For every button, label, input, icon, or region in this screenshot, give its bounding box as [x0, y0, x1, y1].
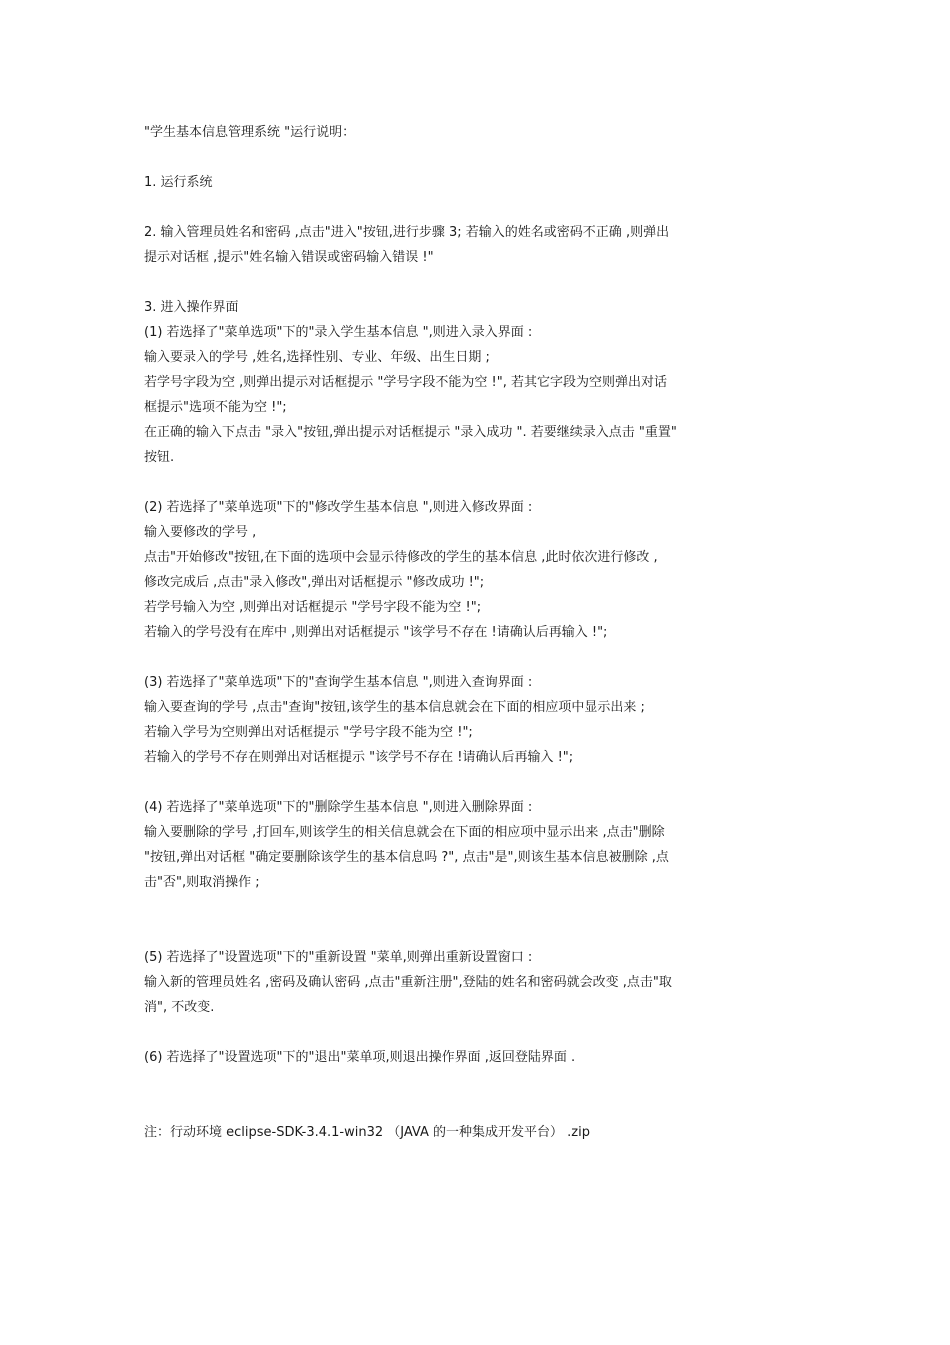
section-2-line-4: 修改完成后 ,点击"录入修改",弹出对话框提示 "修改成功 !"; — [144, 575, 485, 590]
document-page — [144, 120, 814, 1145]
section-1-line-4: 框提示"选项不能为空 !"; — [144, 400, 287, 415]
section-4-line-1: (4) 若选择了"菜单选项"下的"删除学生基本信息 ",则进入删除界面 : — [144, 800, 533, 815]
section-2-line-2: 输入要修改的学号 , — [144, 525, 257, 540]
section-3-line-4: 若输入的学号不存在则弹出对话框提示 "该学号不存在 !请确认后再输入 !"; — [144, 750, 574, 765]
section-1-line-1: (1) 若选择了"菜单选项"下的"录入学生基本信息 ",则进入录入界面 : — [144, 325, 533, 340]
section-3-line-1: (3) 若选择了"菜单选项"下的"查询学生基本信息 ",则进入查询界面 : — [144, 675, 533, 690]
section-4-line-3: "按钮,弹出对话框 "确定要删除该学生的基本信息吗 ?", 点击"是",则该生基本信息被删除 ,点 — [144, 850, 669, 865]
section-3-line-3: 若输入学号为空则弹出对话框提示 "学号字段不能为空 !"; — [144, 725, 473, 740]
section-1-line-2: 输入要录入的学号 ,姓名,选择性别、专业、年级、出生日期 ; — [144, 350, 490, 365]
section-5-line-3: 消", 不改变. — [144, 1000, 215, 1015]
section-2-line-3: 点击"开始修改"按钮,在下面的选项中会显示待修改的学生的基本信息 ,此时依次进行修改 , — [144, 550, 658, 565]
section-1-line-3: 若学号字段为空 ,则弹出提示对话框提示 "学号字段不能为空 !", 若其它字段为空则弹出对话 — [144, 375, 667, 390]
step-3-heading: 3. 进入操作界面 — [144, 300, 239, 315]
step-1-line: 1. 运行系统 — [144, 175, 213, 190]
section-2-line-1: (2) 若选择了"菜单选项"下的"修改学生基本信息 ",则进入修改界面 : — [144, 500, 533, 515]
section-2-line-5: 若学号输入为空 ,则弹出对话框提示 "学号字段不能为空 !"; — [144, 600, 482, 615]
section-5-line-1: (5) 若选择了"设置选项"下的"重新设置 "菜单,则弹出重新设置窗口 : — [144, 950, 533, 965]
document-title: "学生基本信息管理系统 "运行说明： — [144, 125, 356, 140]
environment-note: 注：行动环境 eclipse-SDK-3.4.1-win32 （JAVA 的一种集成开发平台） .zip — [144, 1125, 590, 1140]
section-1-line-6: 按钮. — [144, 450, 175, 465]
section-6-line: (6) 若选择了"设置选项"下的"退出"菜单项,则退出操作界面 ,返回登陆界面 . — [144, 1050, 576, 1065]
section-1-line-5: 在正确的输入下点击 "录入"按钮,弹出提示对话框提示 "录入成功 ". 若要继续录入点击 "重置" — [144, 425, 677, 440]
step-2-line-1: 2. 输入管理员姓名和密码 ,点击"进入"按钮,进行步骤 3; 若输入的姓名或密码不正确 ,则弹出 — [144, 225, 670, 240]
section-3-line-2: 输入要查询的学号 ,点击"查询"按钮,该学生的基本信息就会在下面的相应项中显示出来 ; — [144, 700, 645, 715]
section-4-line-4: 击"否",则取消操作 ; — [144, 875, 260, 890]
step-2-line-2: 提示对话框 ,提示"姓名输入错误或密码输入错误 !" — [144, 250, 434, 265]
section-5-line-2: 输入新的管理员姓名 ,密码及确认密码 ,点击"重新注册",登陆的姓名和密码就会改变 ,点击"取 — [144, 975, 672, 990]
section-2-line-6: 若输入的学号没有在库中 ,则弹出对话框提示 "该学号不存在 !请确认后再输入 !"; — [144, 625, 608, 640]
section-4-line-2: 输入要删除的学号 ,打回车,则该学生的相关信息就会在下面的相应项中显示出来 ,点击"删除 — [144, 825, 665, 840]
